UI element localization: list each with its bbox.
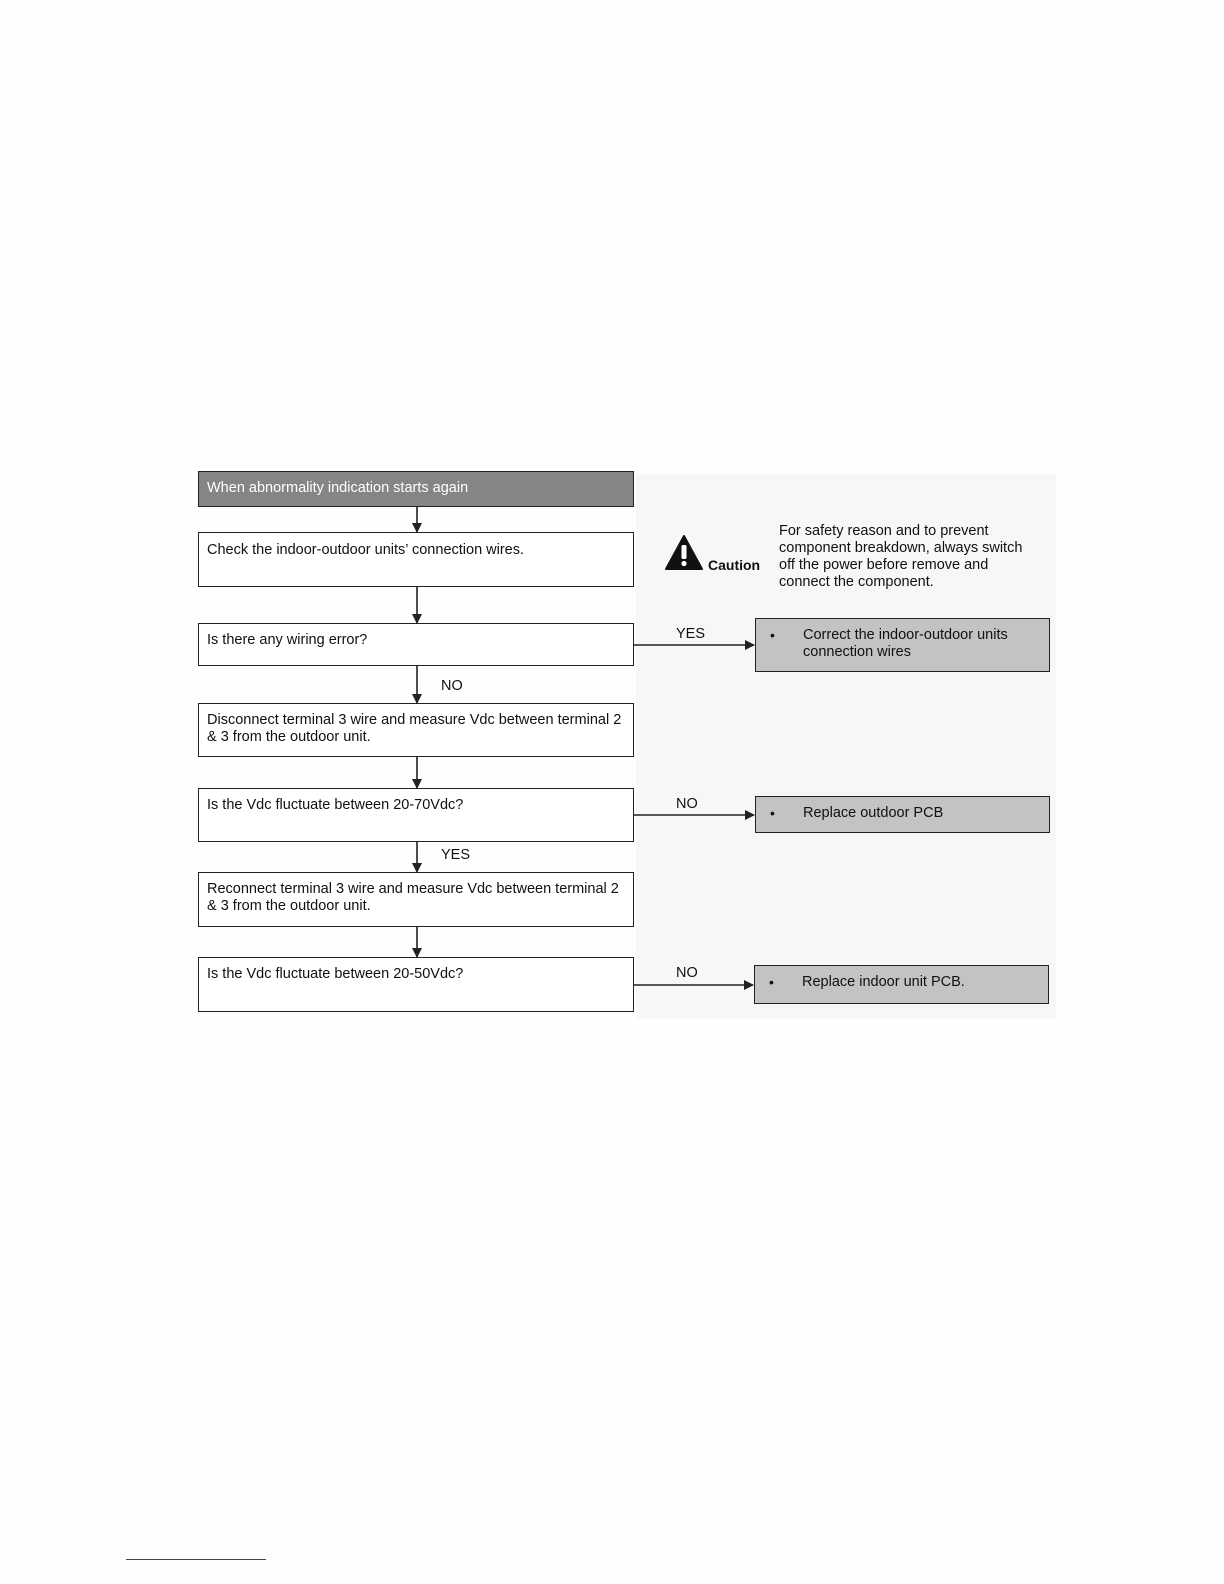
label-vdc50-no: NO bbox=[676, 965, 698, 981]
step-reconnect-measure bbox=[198, 872, 634, 927]
step-reconnect-measure-text: Reconnect terminal 3 wire and measure Vdc between terminal 2 & 3 from the outdoor unit. bbox=[207, 881, 619, 914]
bullet: • bbox=[770, 805, 775, 821]
label-vdc70-no: NO bbox=[676, 796, 698, 812]
action-replace-indoor-pcb-text: Replace indoor unit PCB. bbox=[802, 974, 965, 990]
decision-vdc-20-70 bbox=[198, 788, 634, 842]
decision-vdc-20-50-text: Is the Vdc fluctuate between 20-50Vdc? bbox=[207, 966, 464, 982]
decision-vdc-20-50 bbox=[198, 957, 634, 1012]
label-wiring-yes: YES bbox=[676, 626, 706, 642]
decision-wiring-error-text: Is there any wiring error? bbox=[207, 632, 368, 648]
bullet: • bbox=[770, 627, 775, 643]
step-check-wires bbox=[198, 532, 634, 587]
action-replace-indoor-pcb bbox=[754, 965, 1049, 1004]
warning-triangle-icon bbox=[664, 534, 704, 572]
action-correct-wires bbox=[755, 618, 1050, 672]
step-disconnect-measure-text: Disconnect terminal 3 wire and measure Vdc between terminal 2 & 3 from the outdoor unit. bbox=[207, 712, 622, 745]
caution-text: For safety reason and to prevent component breakdown, always switch off the power before remove and connect the component. bbox=[779, 523, 1023, 590]
action-replace-outdoor-pcb-text: Replace outdoor PCB bbox=[803, 805, 944, 821]
decision-wiring-error bbox=[198, 623, 634, 666]
label-vdc70-yes: YES bbox=[441, 847, 471, 863]
step-check-wires-text: Check the indoor-outdoor units’ connection wires. bbox=[207, 542, 525, 558]
start-text: When abnormality indication starts again bbox=[207, 480, 469, 496]
decision-vdc-20-70-text: Is the Vdc fluctuate between 20-70Vdc? bbox=[207, 797, 464, 813]
caution-label: Caution bbox=[708, 557, 761, 573]
label-wiring-no: NO bbox=[441, 678, 463, 694]
action-replace-outdoor-pcb bbox=[755, 796, 1050, 833]
step-disconnect-measure bbox=[198, 703, 634, 757]
footnote-separator bbox=[126, 1559, 266, 1560]
action-correct-wires-text: Correct the indoor-outdoor units connection wires bbox=[803, 627, 1008, 660]
bullet: • bbox=[769, 974, 774, 990]
start-box bbox=[198, 471, 634, 507]
